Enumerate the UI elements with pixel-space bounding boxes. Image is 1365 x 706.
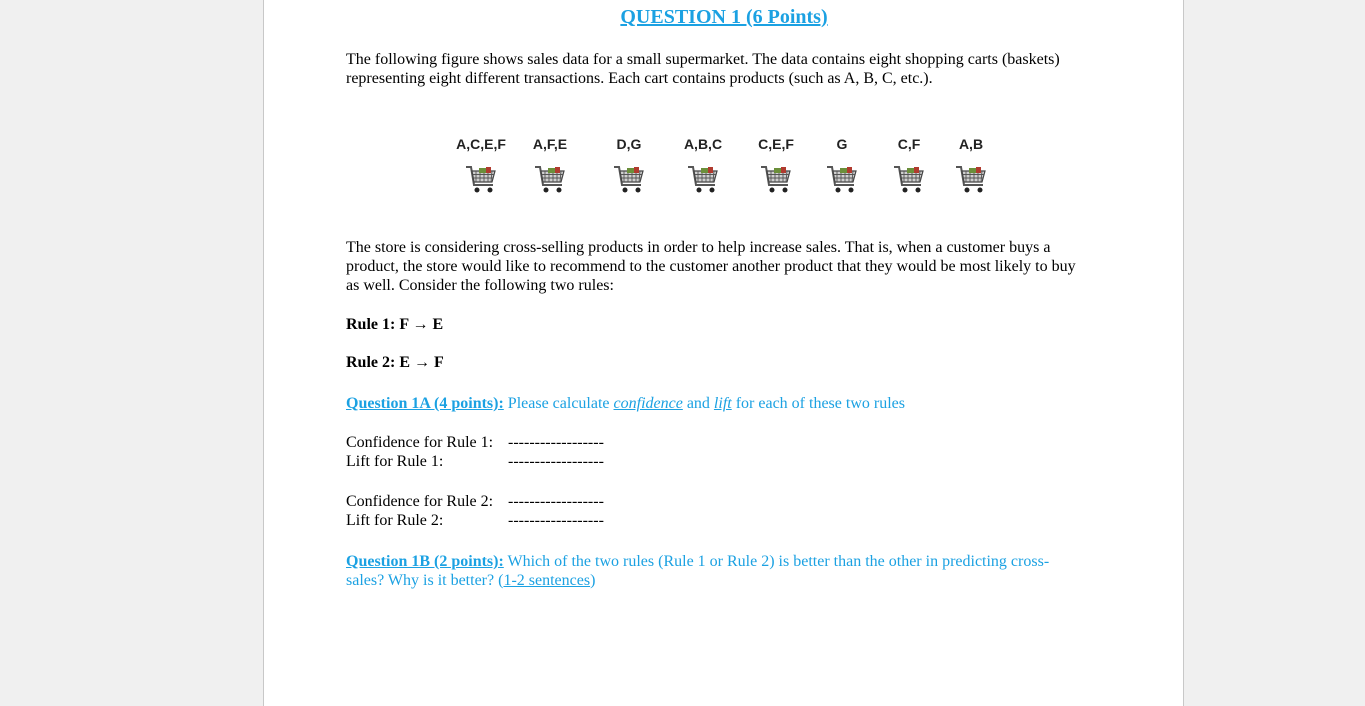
intro-paragraph xyxy=(346,50,1106,88)
answer-blank[interactable]: ------------------ xyxy=(508,434,604,451)
question-text: Which of the two rules (Rule 1 or Rule 2) is better than the other in predicting cross- xyxy=(503,553,1050,570)
answer-blank[interactable]: ------------------ xyxy=(508,453,604,470)
shopping-cart-icon xyxy=(759,163,793,197)
cart-label: C,E,F xyxy=(758,136,794,152)
body-line: as well. Consider the following two rules: xyxy=(346,277,614,294)
cart xyxy=(958,136,1041,152)
question-1a xyxy=(346,394,1106,413)
lift-term: lift xyxy=(713,395,732,412)
answer-label: Lift for Rule 2: xyxy=(346,512,444,529)
cart-label: A,C,E,F xyxy=(456,136,506,152)
cart-label: A,F,E xyxy=(532,136,568,152)
question-1b-label: Question 1B (2 points): xyxy=(346,553,504,570)
question-text: for each of these two rules xyxy=(731,395,905,412)
sentence-count: 1-2 sentences xyxy=(503,572,591,589)
body-paragraph xyxy=(346,238,1106,295)
cart-label: A,B,C xyxy=(683,136,723,152)
shopping-cart-icon xyxy=(464,163,498,197)
question-title: QUESTION 1 (6 Points) xyxy=(620,6,828,28)
shopping-cart-icon xyxy=(954,163,988,197)
cart-label: C,F xyxy=(897,136,921,152)
answer-label: Confidence for Rule 2: xyxy=(346,493,494,510)
question-1b xyxy=(346,552,1106,590)
cart-label: A,B xyxy=(958,136,984,152)
shopping-cart-icon xyxy=(892,163,926,197)
shopping-carts-figure xyxy=(346,136,1106,206)
rule-2: Rule 2: E → F xyxy=(346,354,444,371)
question-text: ) xyxy=(590,572,596,589)
intro-line: The following figure shows sales data for a small supermarket. The data contains eight shopping carts (baskets) xyxy=(346,51,1060,68)
document-page xyxy=(263,0,1184,706)
question-1a-label: Question 1A (4 points): xyxy=(346,395,504,412)
question-text: Please calculate xyxy=(503,395,614,412)
body-line: product, the store would like to recommend to the customer another product that they would be most likely to buy xyxy=(346,258,1076,275)
answer-blank[interactable]: ------------------ xyxy=(508,512,604,529)
shopping-cart-icon xyxy=(533,163,567,197)
answer-label: Lift for Rule 1: xyxy=(346,453,444,470)
rule-1: Rule 1: F → E xyxy=(346,316,444,333)
intro-line: representing eight different transactions. Each cart contains products (such as A, B, C, etc.). xyxy=(346,70,933,87)
shopping-cart-icon xyxy=(612,163,646,197)
body-line: The store is considering cross-selling products in order to help increase sales. That is, when a customer buys a xyxy=(346,239,1051,256)
cart-label: G xyxy=(836,136,848,152)
question-text: and xyxy=(682,395,714,412)
answer-label: Confidence for Rule 1: xyxy=(346,434,494,451)
shopping-cart-icon xyxy=(825,163,859,197)
cart-label: D,G xyxy=(616,136,642,152)
answer-blank[interactable]: ------------------ xyxy=(508,493,604,510)
shopping-cart-icon xyxy=(686,163,720,197)
confidence-term: confidence xyxy=(613,395,683,412)
question-text: sales? Why is it better? ( xyxy=(346,572,504,589)
